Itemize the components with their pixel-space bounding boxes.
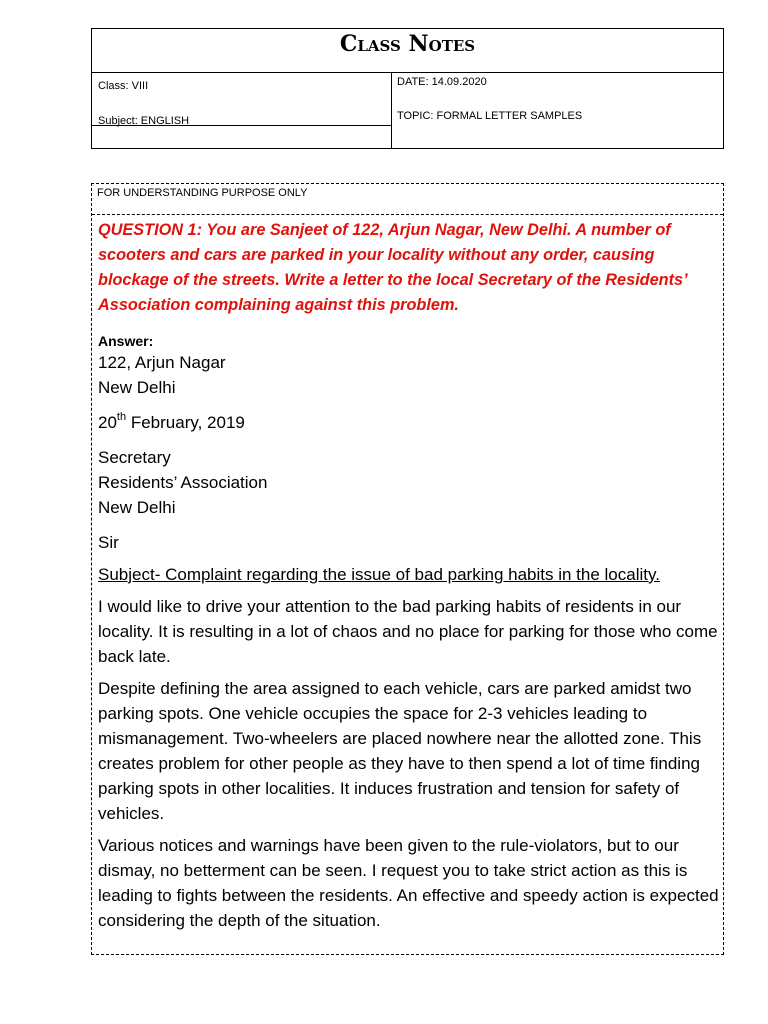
date-rest: February, 2019 <box>126 413 245 432</box>
letter-box <box>91 183 724 955</box>
header-table <box>91 28 724 149</box>
purpose-row <box>92 184 723 215</box>
header-column-divider <box>391 73 392 149</box>
letter-paragraph-1: I would like to drive your attention to the bad parking habits of residents in our locality. It is resulting in a lot of chaos and no place for parking for those who come back late. <box>98 597 718 666</box>
recipient-line3: New Delhi <box>98 498 176 517</box>
sender-address-line1: 122, Arjun Nagar <box>98 353 226 372</box>
sender-address-line2: New Delhi <box>98 378 176 397</box>
letter-date <box>98 410 720 435</box>
letter-content <box>98 218 720 933</box>
topic-label: TOPIC: FORMAL LETTER SAMPLES <box>397 110 583 122</box>
letter-paragraph-3: Various notices and warnings have been given to the rule-violators, but to our dismay, no betterment can be seen. I request you to take strict action as this is leading to fights between the residents. An effective and speedy action is expected considering the depth of the situation. <box>98 836 719 930</box>
letter-subject: Subject- Complaint regarding the issue of bad parking habits in the locality. <box>98 565 660 584</box>
page-title: Class Notes <box>92 29 723 73</box>
letter-paragraph-2: Despite defining the area assigned to each vehicle, cars are parked amidst two parking spots. One vehicle occupies the space for 2-3 vehicles leading to mismanagement. Two-wheelers are placed nowhere near the allotted zone. This creates problem for other people as they have to then spend a lot of time finding parking spots in other localities. It induces frustration and tension for safety of vehicles. <box>98 679 702 823</box>
class-label: Class: VIII <box>98 80 149 92</box>
recipient-line1: Secretary <box>98 448 171 467</box>
purpose-label: FOR UNDERSTANDING PURPOSE ONLY <box>97 187 308 199</box>
date-suffix: th <box>116 411 127 424</box>
salutation: Sir <box>98 533 119 552</box>
recipient-line2: Residents’ Association <box>98 473 268 492</box>
date-label: DATE: 14.09.2020 <box>397 76 487 88</box>
subject-label: Subject: ENGLISH <box>98 115 190 127</box>
question-text: QUESTION 1: You are Sanjeet of 122, Arjun Nagar, New Delhi. A number of scooters and cars are parked in your locality without any order, causing blockage of the streets. Write a letter to the local Secretary of the Residents’ Association complaining against this problem. <box>98 221 688 314</box>
answer-label: Answer: <box>98 333 154 349</box>
date-day: 20 <box>98 413 117 432</box>
